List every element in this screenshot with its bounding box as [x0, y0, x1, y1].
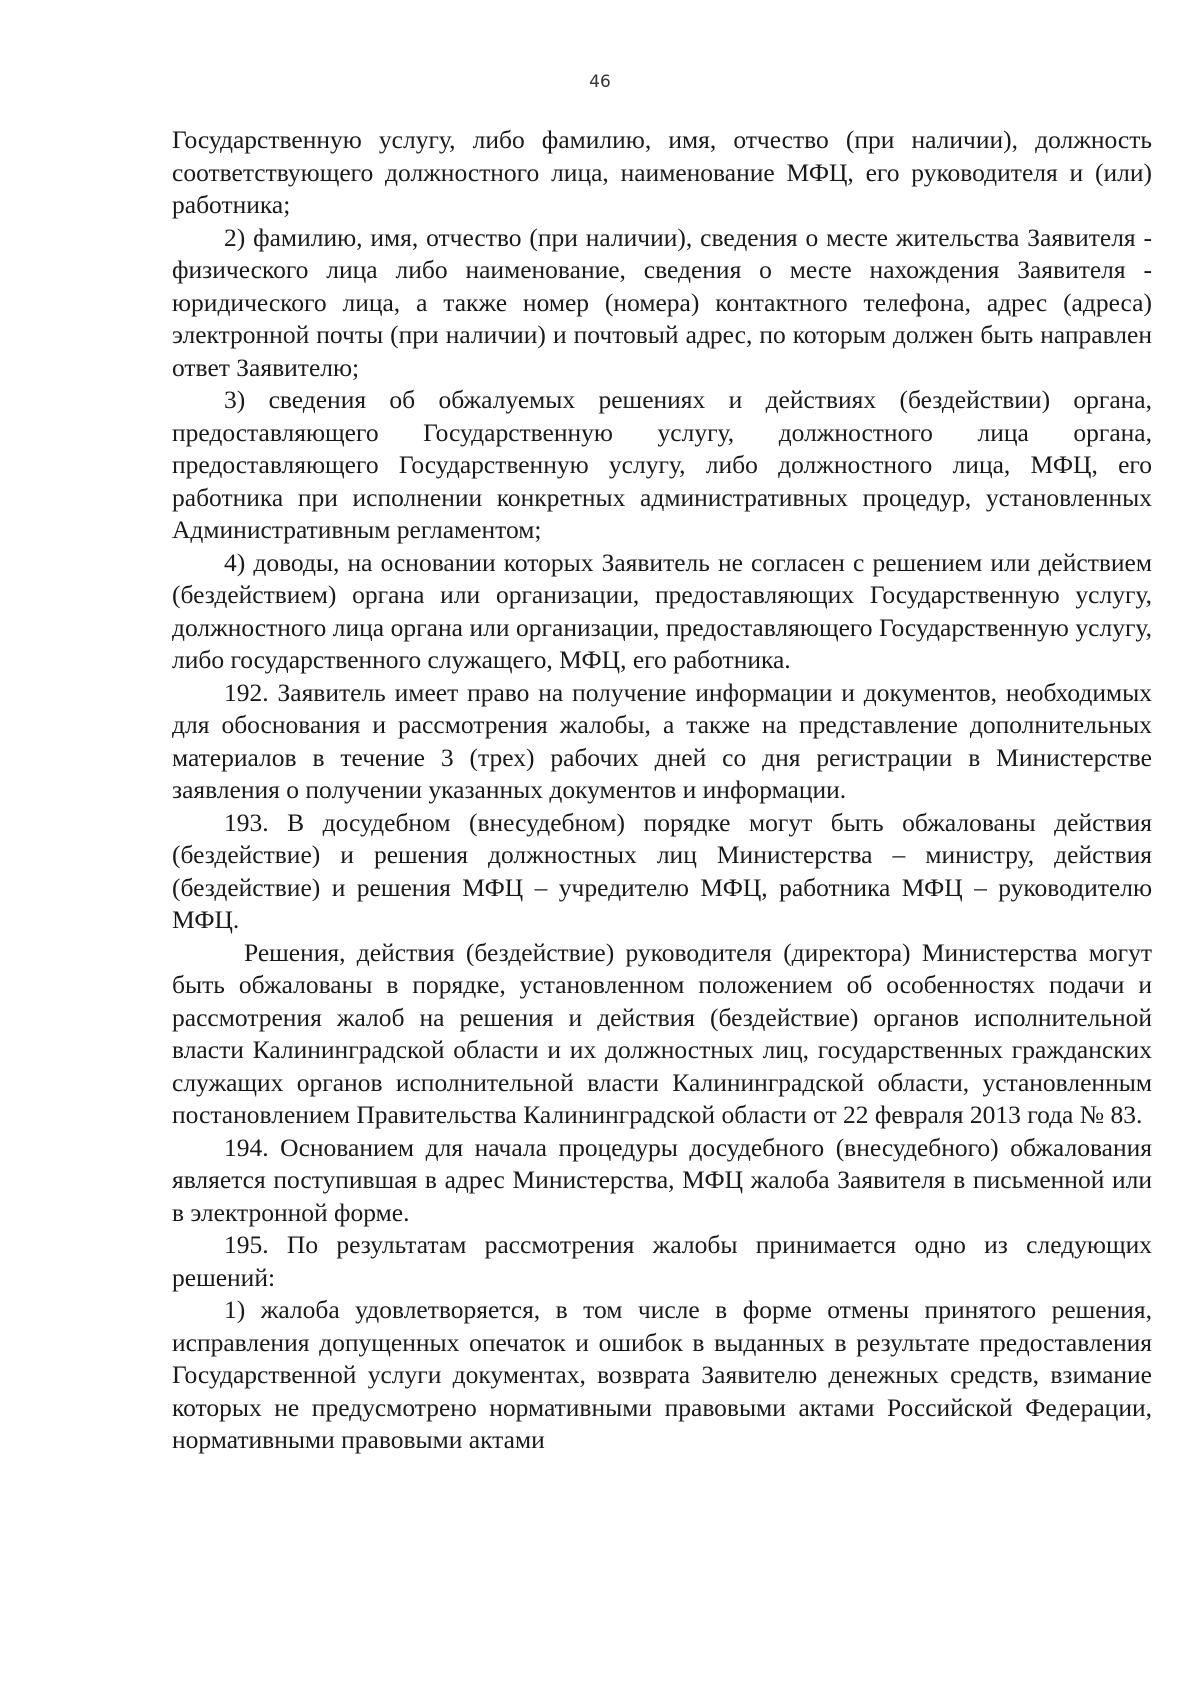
paragraph-item-2: 2) фамилию, имя, отчество (при наличии), сведения о месте жительства Заявителя - физического лица либо наименование, сведения о месте нахождения Заявителя - юридического лица, а также номер (номера) контактного телефона, адрес (адреса) электронной почты (при наличии) и почтовый адрес, по которым должен быть направлен ответ Заявителю; [172, 222, 1152, 382]
paragraph-193-decisions: Решения, действия (бездействие) руководителя (директора) Министерства могут быть обжалованы в порядке, установленном положением об особенностях подачи и рассмотрения жалоб на решения и действия (бездействие) органов исполнительной власти Калининградской области и их должностных лиц, государственных гражданских служащих органов исполнительной власти Калининградской области, установленным постановлением Правительства Калининградской области от 22 февраля 2013 года № 83. [172, 937, 1152, 1129]
paragraph-193: 193. В досудебном (внесудебном) порядке могут быть обжалованы действия (бездействие) и решения должностных лиц Министерства – министру, действия (бездействие) и решения МФЦ – учредителю МФЦ, работника МФЦ – руководителю МФЦ. [172, 807, 1152, 934]
paragraph-195: 195. По результатам рассмотрения жалобы принимается одно из следующих решений: [172, 1230, 1152, 1292]
paragraph-194: 194. Основанием для начала процедуры досудебного (внесудебного) обжалования является поступившая в адрес Министерства, МФЦ жалоба Заявителя в письменной или в электронной форме. [172, 1132, 1152, 1227]
paragraph-item-3: 3) сведения об обжалуемых решениях и действиях (бездействии) органа, предоставляющего Государственную услугу, должностного лица органа, предоставляющего Государственную услугу, либо должностного лица, МФЦ, его работника при исполнении конкретных административных процедур, установленных Административным регламентом; [172, 385, 1152, 544]
paragraph-item-4: 4) доводы, на основании которых Заявитель не согласен с решением или действием (бездействием) органа или организации, предоставляющих Государственную услугу, должностного лица органа или организации, предоставляющего Государственную услугу, либо государственного служащего, МФЦ, его работника. [172, 547, 1152, 674]
paragraph-195-item-1: 1) жалоба удовлетворяется, в том числе в форме отмены принятого решения, исправления допущенных опечаток и ошибок в выданных в результате предоставления Государственной услуги документах, возврата Заявителю денежных средств, взимание которых не предусмотрено нормативными правовыми актами Российской Федерации, нормативными правовыми актами [172, 1295, 1152, 1454]
page-number: 46 [589, 72, 611, 92]
paragraph-192: 192. Заявитель имеет право на получение информации и документов, необходимых для обоснования и рассмотрения жалобы, а также на представление дополнительных материалов в течение 3 (трех) рабочих дней со дня регистрации в Министерстве заявления о получении указанных документов и информации. [172, 677, 1152, 804]
paragraph-continuation: Государственную услугу, либо фамилию, имя, отчество (при наличии), должность соответствующего должностного лица, наименование МФЦ, его руководителя и (или) работника; [172, 125, 1152, 219]
document-body [172, 124, 1152, 1457]
